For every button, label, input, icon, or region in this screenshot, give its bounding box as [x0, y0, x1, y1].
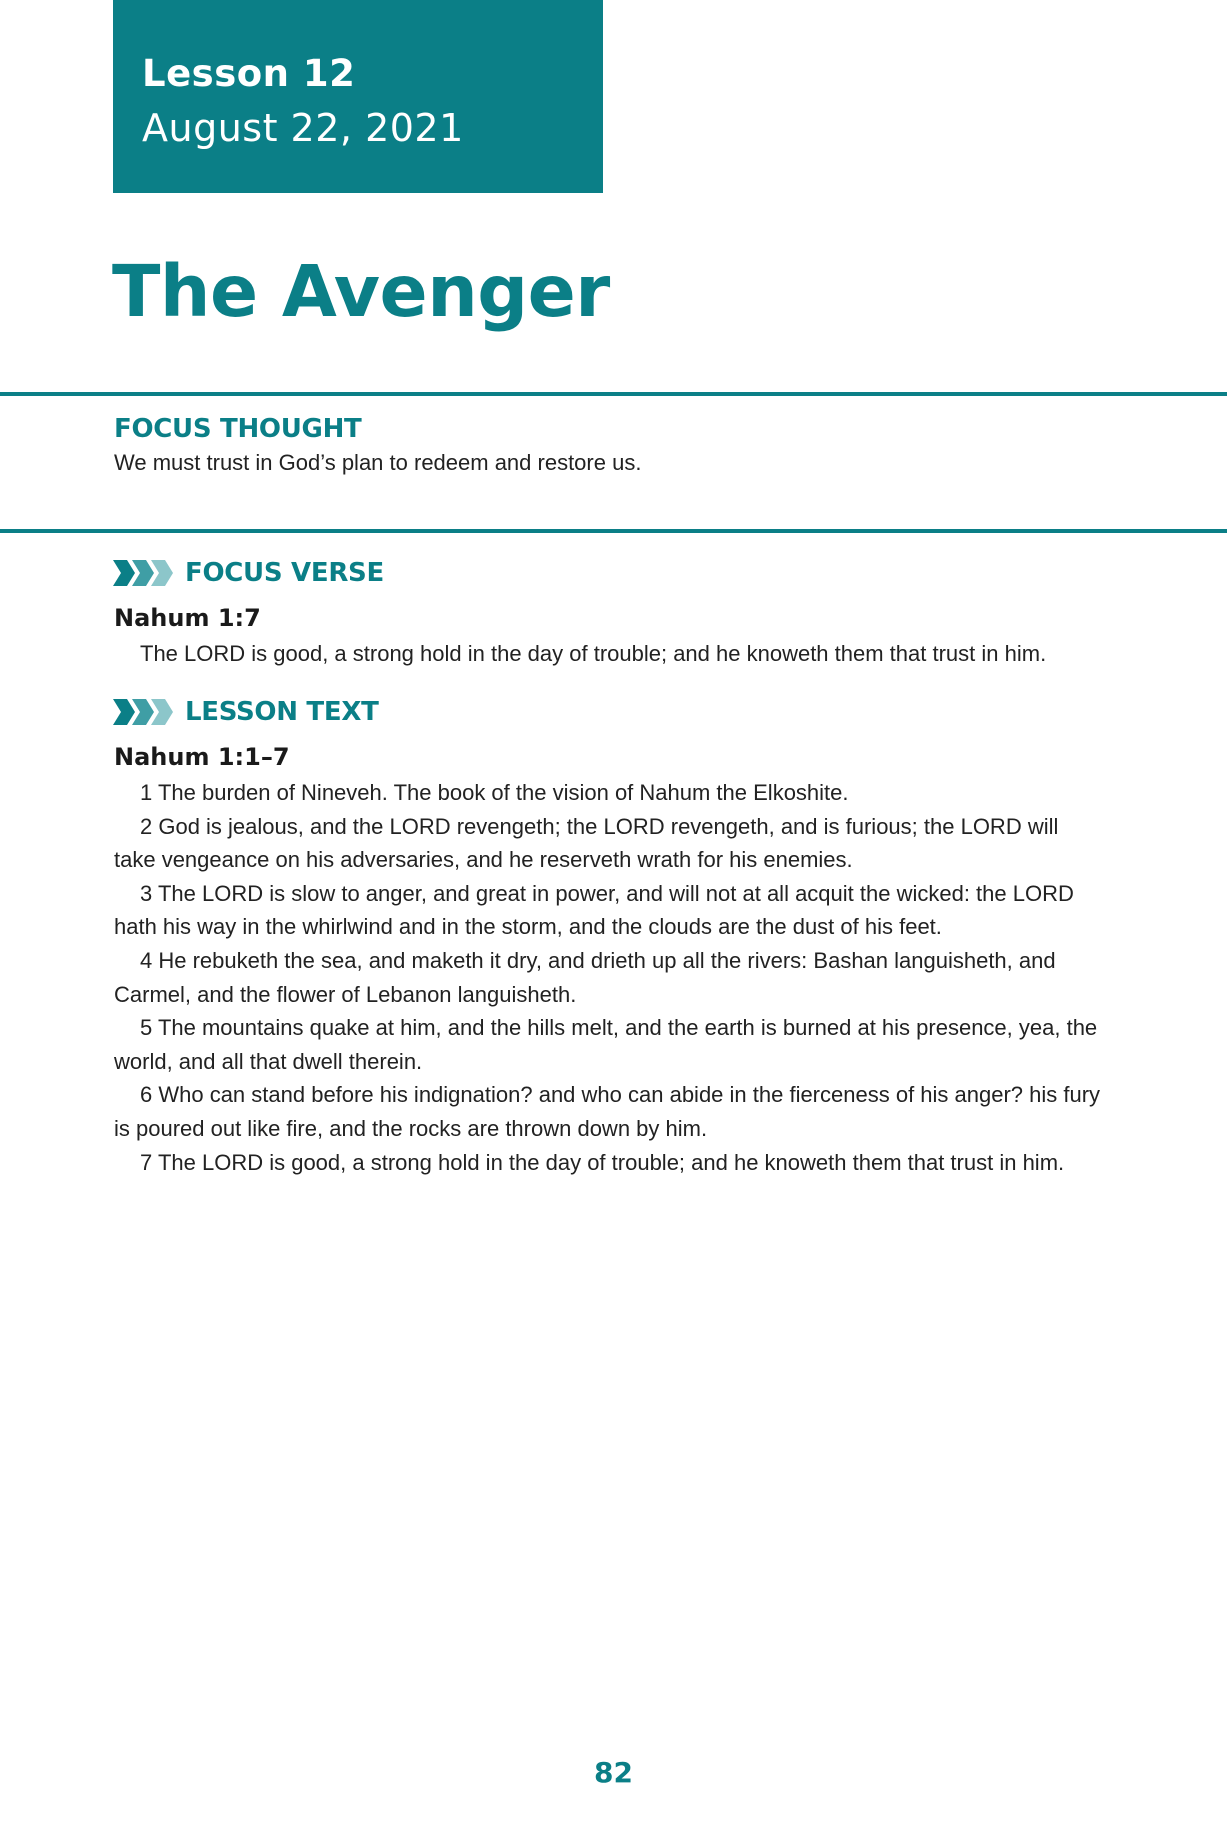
verse-1: 1 The burden of Nineveh. The book of the vision of Nahum the Elkoshite. [140, 780, 849, 805]
focus-verse-heading: FOCUS VERSE [185, 558, 384, 588]
triple-chevron-icon [113, 557, 175, 589]
lesson-text-verses [114, 776, 1104, 1179]
divider-bottom [0, 529, 1227, 533]
lesson-date: August 22, 2021 [142, 106, 464, 150]
verse-5: 5 The mountains quake at him, and the hills melt, and the earth is burned at his presence, yea, the world, and all that dwell therein. [114, 1015, 1098, 1074]
verse-2: 2 God is jealous, and the LORD revengeth; the LORD revengeth, and is furious; the LORD will take vengeance on his adversaries, and he reserveth wrath for his enemies. [114, 813, 1059, 873]
focus-verse-text: The LORD is good, a strong hold in the day of trouble; and he knoweth them that trust in him. [140, 641, 1047, 666]
lesson-number: Lesson 12 [142, 52, 356, 95]
focus-verse-reference: Nahum 1:7 [114, 604, 261, 632]
divider-top [0, 392, 1227, 396]
page-number: 82 [594, 1756, 633, 1789]
lesson-text-section-header [113, 696, 379, 728]
lesson-header-box [113, 0, 603, 193]
triple-chevron-icon [113, 696, 175, 728]
verse-6: 6 Who can stand before his indignation? and who can abide in the fierceness of his anger? his fury is poured out like fire, and the rocks are thrown down by him. [114, 1082, 1101, 1141]
page-title: The Avenger [112, 250, 610, 333]
verse-4: 4 He rebuketh the sea, and maketh it dry, and drieth up all the rivers: Bashan languisheth, and Carmel, and the flower of Lebanon languisheth. [114, 947, 1056, 1007]
focus-verse-section-header [113, 557, 384, 589]
focus-thought-heading: FOCUS THOUGHT [114, 414, 362, 444]
focus-thought-text: We must trust in God’s plan to redeem and restore us. [114, 450, 642, 475]
lesson-text-reference: Nahum 1:1–7 [114, 743, 290, 771]
verse-3: 3 The LORD is slow to anger, and great in power, and will not at all acquit the wicked: the LORD hath his way in the whirlwind and in the storm, and the clouds are the dust of his feet. [114, 880, 1074, 940]
lesson-text-heading: LESSON TEXT [185, 697, 379, 727]
verse-7: 7 The LORD is good, a strong hold in the day of trouble; and he knoweth them that trust in him. [140, 1149, 1065, 1175]
